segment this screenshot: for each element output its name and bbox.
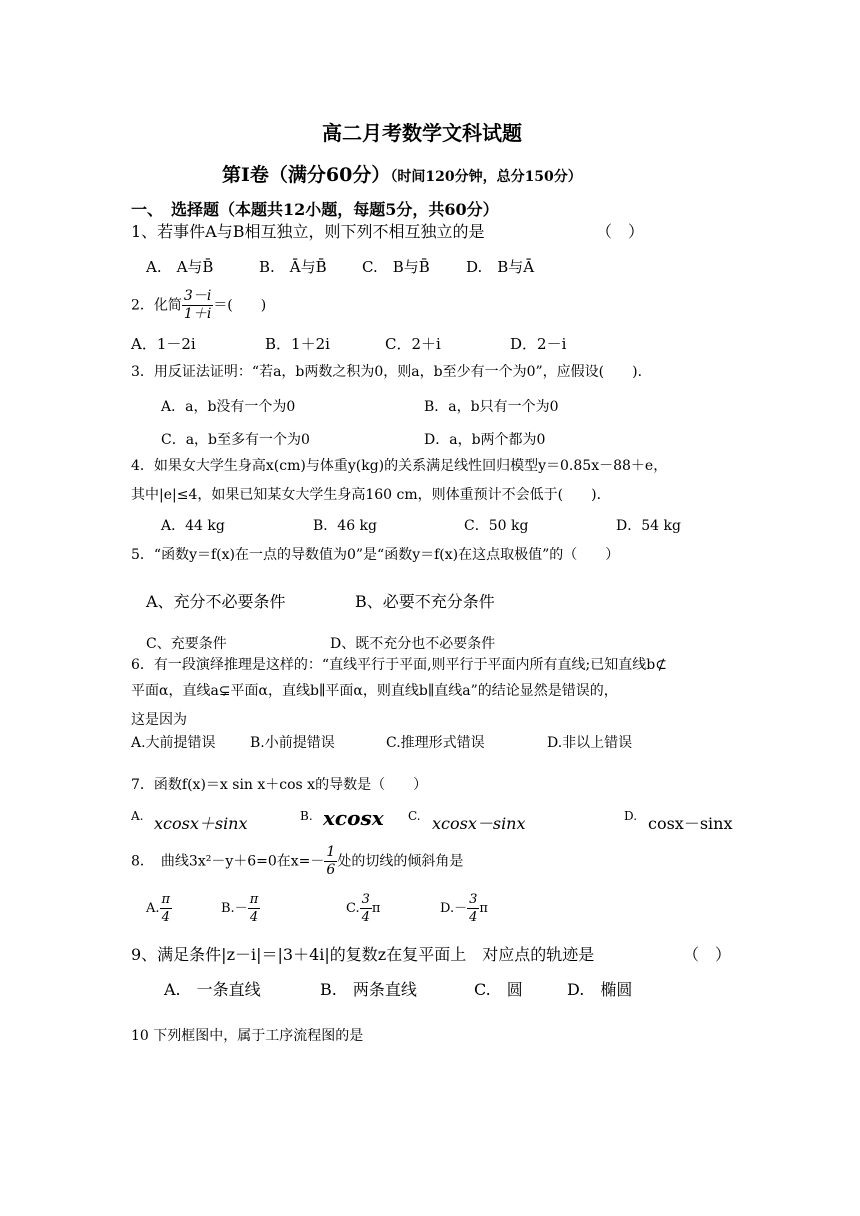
question-7-label-b: B.	[300, 809, 313, 823]
question-3-option-d: D．a，b两个都为0	[424, 432, 546, 448]
question-8-num-b: π	[249, 892, 259, 907]
question-3-option-a: A．a，b没有一个为0	[161, 399, 296, 415]
question-8-option-a	[146, 891, 172, 926]
part-title: 第Ⅰ卷（满分60分）	[222, 164, 391, 186]
question-8-numerator: 1	[326, 844, 336, 860]
question-9-stem: 9、满足条件|z－i|＝|3＋4i|的复数z在复平面上 对应点的轨迹是	[131, 945, 595, 964]
question-9-option-a: A. 一条直线	[164, 980, 261, 999]
question-8-pre: 8． 曲线3x²－y＋6=0在x=－	[131, 853, 325, 870]
question-6-option-c: C.推理形式错误	[386, 735, 485, 751]
question-9-answer-paren: （ ）	[683, 945, 732, 964]
question-7-label-a: A.	[131, 809, 144, 823]
question-4-option-d: D．54 kg	[616, 518, 681, 534]
question-8-den-b: 4	[249, 910, 259, 925]
question-9-option-c: C. 圆	[474, 980, 523, 999]
question-8-den-a: 4	[161, 910, 170, 925]
question-1-answer-paren: （ ）	[596, 222, 645, 241]
question-8-den-d: 4	[469, 910, 478, 925]
question-8-label-a: A.	[146, 901, 160, 916]
question-5-option-a: A、充分不必要条件	[146, 592, 286, 611]
question-8-label-b: B.－	[221, 901, 248, 916]
question-8-post: 处的切线的倾斜角是	[337, 853, 464, 870]
question-2-stem	[131, 288, 266, 323]
part-note: （时间120分钟，总分150分）	[390, 169, 582, 185]
question-6-option-b: B.小前提错误	[250, 735, 335, 751]
question-4-option-a: A．44 kg	[161, 518, 225, 534]
question-1-option-d: D. B与Ā	[466, 258, 535, 276]
question-4-line-2: 其中|e|≤4，如果已知某女大学生身高160 cm，则体重预计不会低于( )．	[131, 487, 611, 503]
question-5-option-c: C、充要条件	[146, 636, 227, 652]
question-2-option-a: A．1－2i	[131, 335, 196, 353]
question-4-option-b: B．46 kg	[313, 518, 377, 534]
question-2-option-b: B．1＋2i	[265, 335, 330, 353]
question-1-option-a: A. A与B̄	[146, 258, 214, 276]
question-2-option-d: D．2－i	[510, 335, 567, 353]
question-9-option-b: B. 两条直线	[320, 980, 417, 999]
question-8-den-c: 4	[361, 910, 370, 925]
question-8-tail-d: π	[479, 901, 488, 916]
question-6-line-1: 6．有一段演绎推理是这样的：“直线平行于平面,则平行于平面内所有直线;已知直线b⊄	[131, 657, 667, 673]
question-7-option-c: xcosx－sinx	[432, 814, 526, 833]
question-2-option-c: C．2＋i	[385, 335, 441, 353]
question-8-fraction-a	[160, 891, 173, 926]
question-5-option-d: D、既不充分也不必要条件	[330, 636, 496, 652]
question-4-line-1: 4．如果女大学生身高x(cm)与体重y(kg)的关系满足线性回归模型y＝0.85x－88＋e，	[131, 458, 668, 474]
question-8-fraction-b	[248, 891, 261, 926]
question-7-stem: 7．函数f(x)＝x sin x＋cos x的导数是（ ）	[131, 777, 428, 793]
question-6-line-2: 平面α，直线a⊊平面α，直线b∥平面α，则直线b∥直线a”的结论显然是错误的，	[131, 683, 618, 699]
question-9-option-d: D. 椭圆	[567, 980, 633, 999]
question-5-option-b: B、必要不充分条件	[355, 592, 495, 611]
question-8-num-c: 3	[361, 892, 370, 907]
question-7-option-b: xcosx	[323, 806, 384, 830]
question-6-option-d: D.非以上错误	[547, 735, 633, 751]
part-heading	[222, 160, 582, 187]
section-heading: 一、 选择题（本题共12小题，每题5分，共60分）	[131, 200, 499, 219]
question-4-option-c: C．50 kg	[464, 518, 529, 534]
question-8-num-a: π	[161, 892, 171, 907]
question-8-option-d	[440, 891, 488, 926]
question-8-option-b	[221, 891, 260, 926]
exam-title: 高二月考数学文科试题	[322, 121, 522, 145]
question-5-stem: 5．“函数y＝f(x)在一点的导数值为0”是“函数y＝f(x)在这点取极值”的（ ）	[131, 547, 620, 563]
question-7-label-d: D.	[624, 809, 638, 823]
question-8-label-c: C.	[346, 901, 360, 916]
question-2-suffix: ＝( )	[213, 297, 267, 314]
question-7-option-d: cosx－sinx	[648, 814, 733, 833]
question-3-option-c: C．a，b至多有一个为0	[161, 432, 310, 448]
question-6-option-a: A.大前提错误	[131, 735, 216, 751]
question-3-option-b: B．a，b只有一个为0	[424, 399, 559, 415]
question-2-prefix: 2．化简	[131, 297, 182, 314]
question-10-stem: 10 下列框图中，属于工序流程图的是	[131, 1028, 364, 1044]
question-2-denominator: 1＋i	[183, 306, 212, 322]
question-1-stem: 1、若事件A与B相互独立，则下列不相互独立的是	[131, 222, 485, 241]
question-6-line-3: 这是因为	[131, 712, 187, 728]
question-8-option-c	[346, 891, 380, 926]
question-1-option-b: B. Ā与B̄	[259, 258, 327, 276]
question-8-fraction-c	[360, 891, 372, 926]
question-3-stem: 3．用反证法证明：“若a，b两数之积为0，则a，b至少有一个为0”，应假设( )．	[131, 364, 652, 380]
question-8-fraction	[324, 844, 337, 879]
question-8-denominator: 6	[326, 862, 336, 878]
question-7-label-c: C.	[408, 809, 421, 823]
question-8-stem	[131, 844, 463, 879]
question-8-tail-c: π	[371, 901, 381, 916]
question-8-label-d: D.－	[440, 901, 468, 916]
question-2-numerator: 3－i	[183, 288, 212, 304]
question-8-fraction-d	[467, 891, 479, 926]
question-1-option-c: C. B与B̄	[362, 258, 430, 276]
question-8-num-d: 3	[469, 892, 478, 907]
question-2-fraction	[182, 288, 213, 323]
question-7-option-a: xcosx＋sinx	[154, 814, 248, 833]
